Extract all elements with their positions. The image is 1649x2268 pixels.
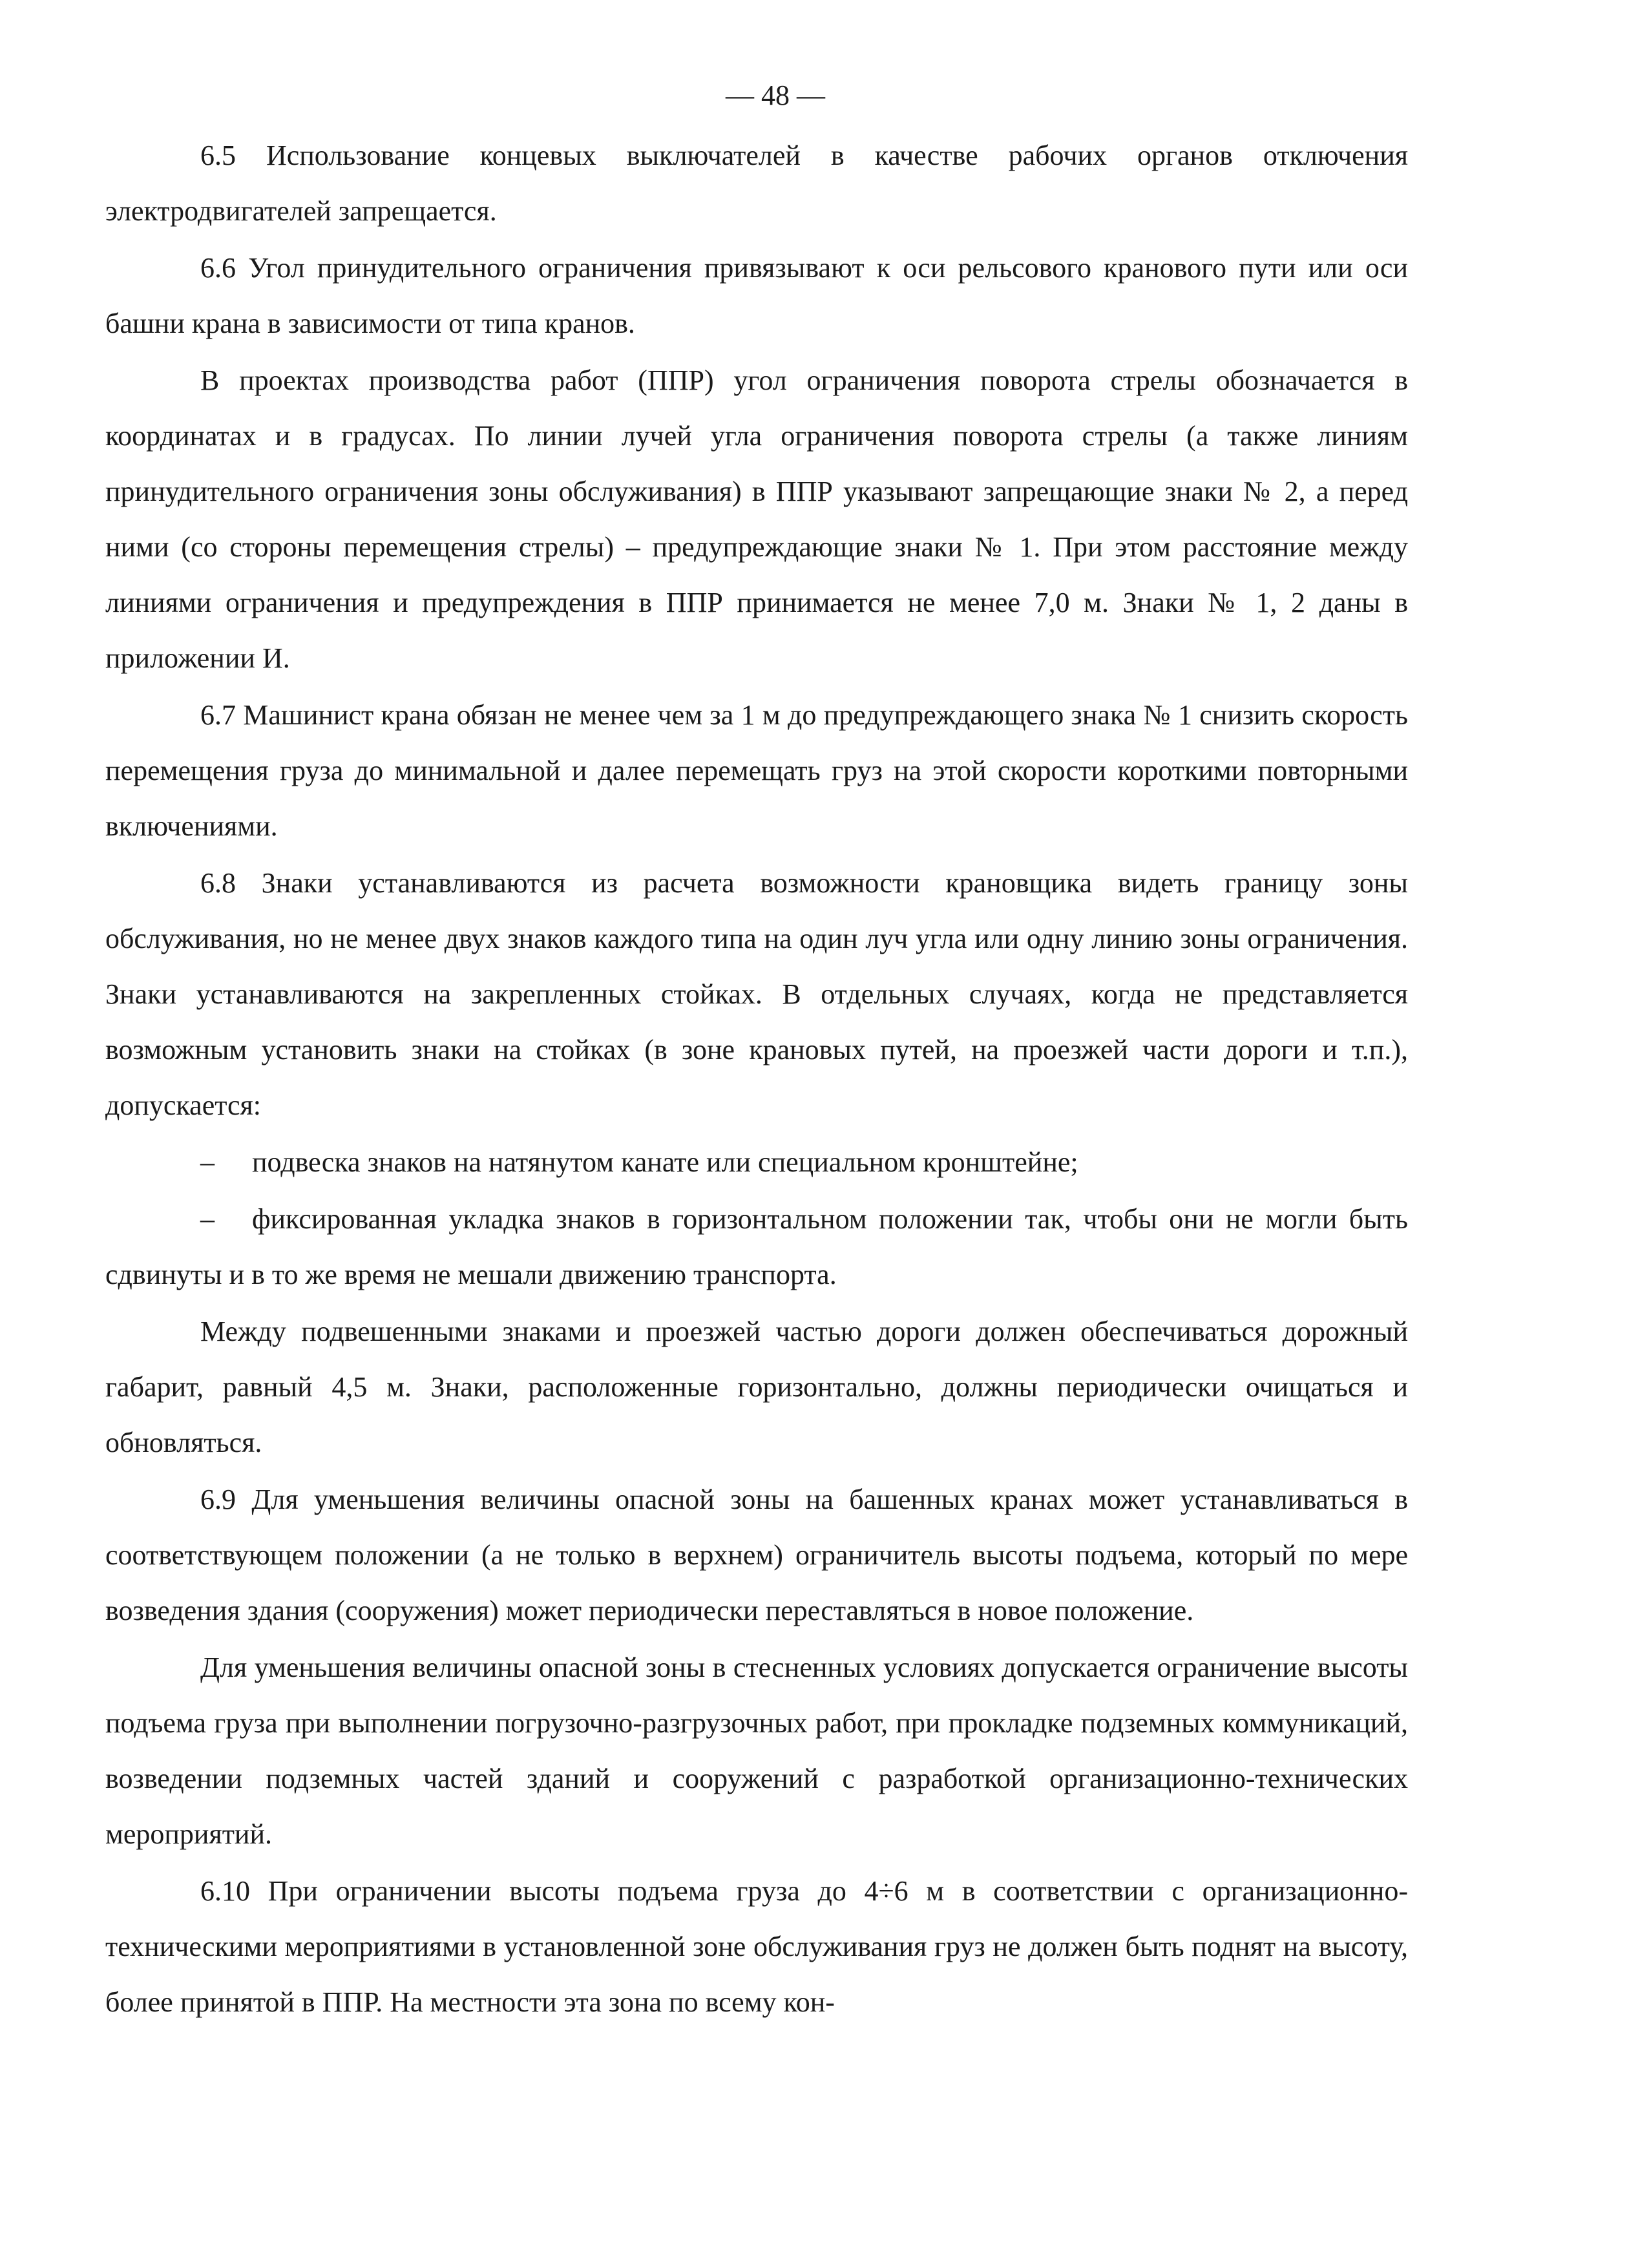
paragraph-6-8: 6.8 Знаки устанавливаются из расчета возможности крановщика видеть границу зоны обслуживания, но не менее двух знаков каждого типа на один луч угла или одну линию зоны ограничения. Знаки устанавливаются на закрепленных стойках. В отдельных случаях, когда не представляется возможным установить знаки на стойках (в зоне крановых путей, на проезжей части дороги и т.п.), допускается:	[105, 867, 1408, 1121]
list-item-text: подвеска знаков на натянутом канате или специальном кронштейне;	[252, 1146, 1078, 1178]
list-item	[105, 1192, 1408, 1303]
paragraph-6-8-clearance: Между подвешенными знаками и проезжей частью дороги должен обеспечиваться дорожный габарит, равный 4,5 м. Знаки, расположенные горизонтально, должны периодически очищаться и обновляться.	[105, 1316, 1408, 1458]
paragraph-6-5: 6.5 Использование концевых выключателей в качестве рабочих органов отключения электродвигателей запрещается.	[105, 140, 1408, 227]
paragraph-6-9-restricted: Для уменьшения величины опасной зоны в стесненных условиях допускается ограничение высоты подъема груза при выполнении погрузочно-разгрузочных работ, при прокладке подземных коммуникаций, возведении подземных частей зданий и сооружений с разработкой организационно-технических мероприятий.	[105, 1652, 1408, 1850]
list-dash: –	[200, 1203, 215, 1235]
page-number: — 48 —	[726, 79, 825, 111]
list-item-text: фиксированная укладка знаков в горизонтальном положении так, чтобы они не могли быть сдвинуты и в то же время не мешали движению транспорта.	[105, 1203, 1408, 1290]
document-body	[105, 128, 1408, 2032]
list-item	[105, 1135, 1408, 1190]
list-dash: –	[200, 1146, 215, 1178]
paragraph-6-10: 6.10 При ограничении высоты подъема груза до 4÷6 м в соответствии с организационно-техническими мероприятиями в установленной зоне обслуживания груз не должен быть поднят на высоту, более принятой в ППР. На местности эта зона по всему кон-	[105, 1875, 1408, 2018]
paragraph-6-6: 6.6 Угол принудительного ограничения привязывают к оси рельсового кранового пути или оси башни крана в зависимости от типа кранов.	[105, 252, 1408, 339]
paragraph-6-9: 6.9 Для уменьшения величины опасной зоны на башенных кранах может устанавливаться в соответствующем положении (а не только в верхнем) ограничитель высоты подъема, который по мере возведения здания (сооружения) может периодически переставляться в новое положение.	[105, 1484, 1408, 1626]
paragraph-6-7: 6.7 Машинист крана обязан не менее чем за 1 м до предупреждающего знака № 1 снизить скорость перемещения груза до минимальной и далее перемещать груз на этой скорости короткими повторными включениями.	[105, 699, 1408, 842]
paragraph-6-6-ppr: В проектах производства работ (ППР) угол ограничения поворота стрелы обозначается в координатах и в градусах. По линии лучей угла ограничения поворота стрелы (а также линиям принудительного ограничения зоны обслуживания) в ППР указывают запрещающие знаки № 2, а перед ними (со стороны перемещения стрелы) – предупреждающие знаки № 1. При этом расстояние между линиями ограничения и предупреждения в ППР принимается не менее 7,0 м. Знаки № 1, 2 даны в приложении И.	[105, 364, 1408, 674]
